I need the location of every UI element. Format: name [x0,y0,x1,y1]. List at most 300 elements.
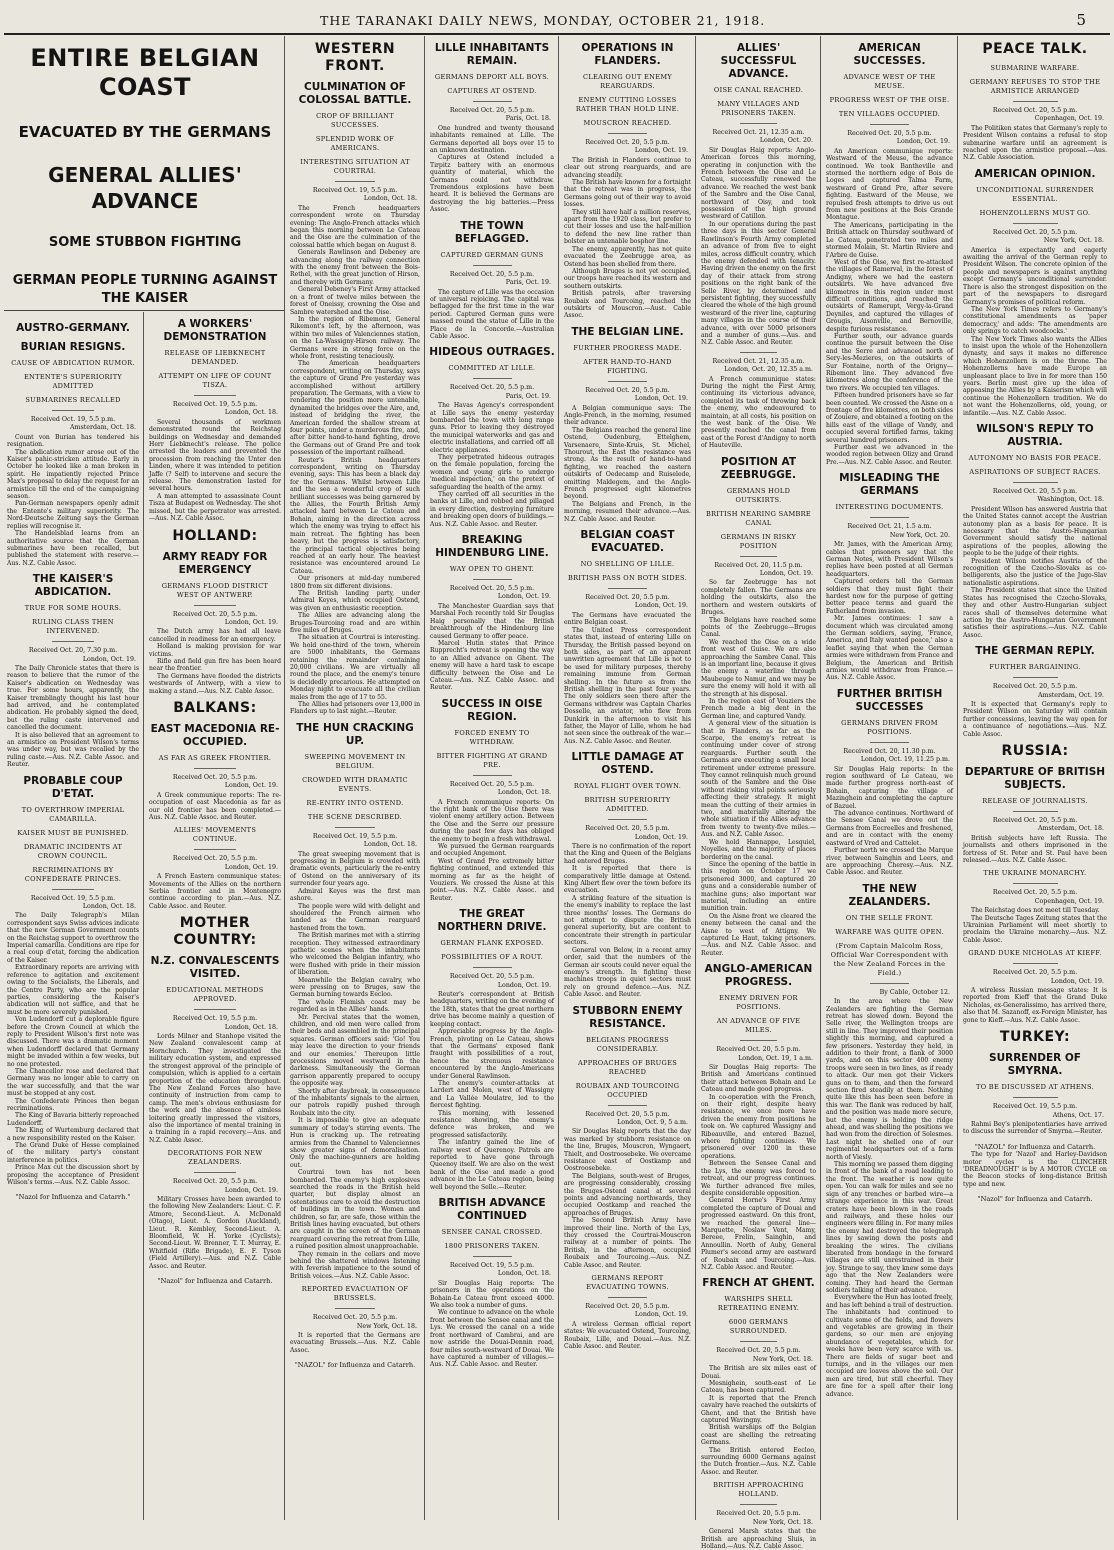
article-paragraph: Reuter's correspondent at British headquarters, writing on the evening of the 18th, states that the great northern drive has become mainly a question of keeping contact. [430,991,554,1028]
lead-headline: ENTIRE BELGIAN COAST [30,44,260,101]
place-dateline: London, Oct. 19. [634,1311,688,1319]
article-subhead: CROWDED WITH DRAMATIC EVENTS. [302,775,408,793]
place-dateline: New York, Oct. 18. [1043,237,1104,245]
received-dateline: Received Oct. 20, 5.5 p.m. [449,270,535,278]
received-dateline: Received Oct. 20, 5.5 p.m. [172,773,258,781]
article-subhead: WARFARE WAS QUITE OPEN. [835,927,944,936]
article-paragraph: The Germans have evacuated the entire Belgian coast. [564,611,691,627]
article-subhead: CLEARING OUT ENEMY REARGUARDS. [582,73,673,90]
rule-divider [608,588,648,589]
article-headline: THE BELGIAN LINE. [571,325,684,338]
article-subhead: OISE CANAL REACHED. [713,86,804,94]
article-paragraph: The Grand Duke of Hesse complained of the military party's constant interference in politics. [7,1142,139,1164]
article-body [564,612,691,745]
article-body [963,701,1107,738]
article-subhead: THE UKRAINE MONARCHY. [983,869,1087,878]
article-headline: AUSTRO-GERMANY. [16,322,130,334]
article-paragraph: President Wilson notifies Austria of the recognition of the Czecho-Slovaks as co-belligerents, also the justice of the Jugo-Slav nationalistic aspirations. [963,557,1107,587]
article-subhead: BITTER FIGHTING AT GRAND PRE. [436,751,548,769]
article-subhead: CROP OF BRILLIANT SUCCESSES. [316,112,394,129]
article-paragraph: The Second British Army have improved their line. North of the Lys, they crossed the Courtrai-Mouscron railway at a number of points. The British, in the afternoon, occupied Roubaix and Tourcoing.—Aus. N.Z. Cable Assoc. and Reuter. [564,1217,691,1269]
article-subhead: SWEEPING MOVEMENT IN BELGIUM. [304,752,406,770]
article-headline: THE HUN CRACKING UP. [296,721,414,747]
article-paragraph: It is reported that the French cavalry have reached the outskirts of Ghent, and that the British have captured Wavingny. [701,1394,816,1425]
place-dateline: New York, Oct. 18. [356,1322,417,1330]
received-dateline: Received Oct. 20, 5.5 p.m. [716,1046,801,1054]
rule-divider [194,768,235,769]
received-dateline: Received Oct. 20, 5.5 p.m. [716,1510,801,1518]
article-subhead: WAY OPEN TO GHENT. [449,565,535,574]
article-body [149,1033,281,1144]
received-dateline: Received Oct. 20, 5.5 p.m. [585,1303,670,1311]
place-dateline: London, Oct. 19, 1 a.m. [738,1054,813,1062]
received-dateline: Received Oct. 20, 11.30 p.m. [843,747,936,755]
article-body [826,148,953,466]
article-paragraph: A French Eastern communique states: Movements of the Allies on the northern Serbia frontier and in Montenegro continue according to plan.—Aus. N.Z. Cable Assoc. and Reuter. [149,873,281,910]
article-paragraph: Admiral Keyes was the first man ashore. [290,887,420,903]
article-subhead: HOHENZOLLERNS MUST GO. [979,208,1091,217]
article-paragraph: This morning, with lessened resistance showing, the enemy's defence was broken, and we progressed satisfactorily. [430,1109,554,1139]
article-paragraph: The Havas Agency's correspondent at Lille says the enemy yesterday bombarded the town with long range guns. Prior to leaving they destroyed the municipal waterworks and gas and electric installations, and carried off all electric appliances. [430,402,554,454]
article-paragraph: They remain in the cellars and move behind the shattered windows listening with feverish impatience to the sound of British voices.—Aus. N.Z. Cable Assoc. [290,1250,420,1280]
advert-line: "NAZOL" for Influenza and Catarrh. [294,1361,416,1370]
article-paragraph: A wireless German official report states: We evacuated Ostend, Tourcoing, Roubaix, Lille, and Douai.—Aus. N.Z. Cable Assoc. and Reuter. [564,1320,691,1351]
received-dateline: Received Oct. 20, 5.5 p.m. [449,780,535,788]
received-dateline: Received Oct. 20, 5.5 p.m. [585,594,670,602]
article-headline: LITTLE DAMAGE AT OSTEND. [571,751,684,777]
article-paragraph: The people were wild with delight and shouldered the French airmen who landed as the German rearguard hastened from the town. [290,902,420,932]
article-headline: AMERICAN OPINION. [974,167,1096,180]
received-dateline: Received Oct. 20, 5.5 p.m. [172,610,258,618]
article-paragraph: In the area where the New Zealanders are fighting the German retreat has slowed down. Beyond the Selle river, the Wellington troops are still in line. They improved their position slightly this morning, and captured a few prisoners. Yesterday they held, in addition to their front, a flank of 3000 yards, and on this sector 400 enemy troops were seen in two lines, as if ready to attack. Our men got their Vickers guns on to them, and then the forward section fired steadily at them. Nothing quite like this has been seen before in this war. The flank was reduced by half, and the position was made more secure, but the enemy is holding the ridge ahead, and was shelling the positions we had won from the direction of Solesmes. Last night he shelled one of our regimental headquarters out of a farm north of Viesly. [826,998,953,1161]
place-dateline: London, Oct. 19. [497,981,551,989]
article-paragraph: America is expectantly and eagerly awaiting the arrival of the German reply to President Wilson. The concrete opinion of the people and newspapers is against anything except Germany's unconditional surrender. There is also the strongest disposition on the part of the newspapers to disregard Germany's promises of political reform. [963,246,1107,306]
received-dateline: Received Oct. 21, 12.35 a.m. [712,357,805,365]
place-dateline: London, Oct. 19. [634,147,688,155]
article-paragraph: The Manchester Guardian says that Marshal Foch recently told Sir Douglas Haig personally that the British breakthrough of the Hindenburg line caused Germany to offer peace. [430,602,554,640]
article-paragraph: Prince Max cut the discussion short by proposing the acceptance of President Wilson's terms.—Aus. N.Z. Cable Assoc. [7,1164,139,1187]
article-headline: LILLE INHABITANTS REMAIN. [434,42,550,67]
article-paragraph: Several thousands of workmen demonstrated round the Reichstag buildings on Wednesday and demanded Herr Liebknecht's release. The police arrested the leaders and prevented the procession from reaching the Unter den Linden, where it was intended to petition Jaffe (? Self) to intervene and secure the release. The demonstration lasted for several hours. [149,418,281,493]
article-paragraph: The Belgians have reached some points of the Zeebrugge—Bruges Canal. [701,616,816,639]
article-paragraph: British subjects have left Russia. The journalists and others imprisoned in the fortress of St. Peter and St. Paul have been released.—Aus. N.Z. Cable Assoc. [963,834,1107,864]
article-paragraph: The President states that since the United States has recognised the Czecho-Slovaks, they and other Austro-Hungarian subject races shall of themselves determine what action by the Austro-Hungarian Government satisfies their aspirations.—Aus. N.Z. Cable Assoc. [963,587,1107,639]
article-paragraph: British patrols, after traversing Roubaix and Tourcoing, reached the outskirts of Mouscron.—Aust. Cable Assoc. [564,290,691,320]
article-subhead: GERMANY REFUSES TO STOP THE ARMISTICE ARRANGED [969,78,1101,95]
article-paragraph: The Deutsche Tages Zeitung states that the Ukrainian Parliament will meet shortly to proclaim the Ukraine monarchy.—Aus. N.Z. Cable Assoc. [963,914,1107,944]
article-subhead: MOUSCRON REACHED. [583,119,672,127]
received-dateline: Received Oct. 20, 5.5 p.m. [992,228,1078,236]
article-paragraph: The Americans, participating in the British attack on Thursday southward of Le Cateau, penetrated two miles and stormed Molain, St. Martin Riviere and l'Arbre de Guise. [826,221,953,259]
column-7 [823,36,956,1520]
place-dateline: London, Oct. 19. [759,570,813,578]
place-dateline: London, Oct. 19. [497,593,551,601]
article-body [430,603,554,692]
received-dateline: Received Oct. 20, 5.5 p.m. [992,107,1078,114]
article-headline: POSITION AT ZEEBRUGGE. [720,455,796,481]
article-subhead: SENSEE CANAL CROSSED. [441,1228,543,1237]
article-body [149,628,281,695]
rule-divider [740,1040,776,1041]
article-paragraph: Von Ludendorff cut a deplorable figure before the Crown Council at which the reply to President Wilson's first note was discussed. There was a dramatic moment when Ludendorff declared that Germany might be invaded within a few weeks, but no one protested. [7,1016,139,1068]
place-dateline: Athens, Oct. 17. [1052,1111,1104,1119]
article-paragraph: A striking feature of the situation is the enemy's inability to replace the last three months' losses. The Germans do not attempt to dispute the British general superiority, but are content to concentrate their strength in particular sectors. [564,894,691,947]
article-body [963,125,1107,162]
rule-divider [194,1009,235,1010]
article-paragraph: The Belgians and French, in the morning, resumed their advance.—Aus. N.Z. Cable Assoc. and Reuter. [564,500,691,523]
article-subhead: SUBMARINE WARFARE. [990,64,1080,72]
article-paragraph: Between the Sensee Canal and the Lys, the enemy was forced to retreat, and our progress continues. We further advanced five miles, despite considerable opposition. [701,1160,816,1197]
article-paragraph: One hundred and twenty thousand inhabitants remained at Lille. The Germans deported all boys over 15 to an unknown destination. [430,124,554,155]
received-dateline: Received Oct. 19, 5.5 p.m. [30,416,116,423]
article-paragraph: The British landing party, under Admiral Keyes, which occupied Ostend, was given an enthusiastic reception. [290,589,420,612]
place-dateline: London, Oct. 18. [363,195,417,203]
article-paragraph: A wireless Russian message states: It is reported from Kieff that the Grand Duke Nicholas, ex-Generalissimo, has arrived there, also that M. Sazanoff, ex-Foreign Minister, has gone to Kieff.—Aus. N.Z. Cable Assoc. [963,987,1107,1024]
article-paragraph: The whole Flemish coast may be regarded as in the Allies' hands. [290,998,420,1014]
article-subhead: RE-ENTRY INTO OSTEND. [306,798,404,807]
article-paragraph: The Chancellor rose and declared that Germany was no longer able to carry on the war successfully, and that the war must be stopped at any cost. [7,1067,139,1098]
article-body [701,1365,816,1476]
lead-story-headlines [4,44,286,308]
article-paragraph: The abdication rumor arose out of the Kaiser's pahic-stricken attitude. Early in October he looked like a man broken in spirit. He impatiently rejected Prince Max's proposal to delay the request for an armistice till the end of the campaigning season. [7,448,139,501]
article-paragraph: The Daily Telegraph's Milan correspondent says Swiss advices indicate that the new German Government counts on the Reichstag support to overthrow the Imperial camarilla. Conditions are ripe for a real coup d'etat, forcing the abdication of the Kaiser. [7,912,139,964]
article-paragraph: The Confederate Princes then began recriminations. [7,1097,139,1112]
article-headline: THE KAISER'S ABDICATION. [32,573,114,599]
article-headline: OPERATIONS IN FLANDERS. [581,42,674,67]
article-paragraph: The British in Flanders continue to clear out strong rearguards, and are advancing steadily. [564,156,691,179]
rule-divider [335,827,376,828]
article-paragraph: Mr. Percival states that the women, children, and old men were called from their beds and assembled in the principal squares. German officers said: 'Go! You may leave the direction to your friends and our enemies.' Thereupon little processions moved westward in the darkness. Simultaneously the German garrison apparently prepared to occupy the opposite way. [290,1013,420,1088]
place-dateline: London, Oct. 18. [497,789,551,797]
article-subhead: RELEASE OF LIEBKNECHT DEMANDED. [164,349,266,366]
received-dateline: Received Oct. 21, 12.35 a.m. [712,129,805,136]
article-subhead: BRITISH PASS ON BOTH SIDES. [568,574,687,583]
article-paragraph: On the Aisne front we cleared the enemy between the canal and the Aisne to west of Attigny. We captured Le Haut, taking prisoners.—Aus. and N.Z. Cable Assoc. and Reuter. [701,912,816,957]
place-dateline: London, Oct. 19. [224,863,278,871]
article-paragraph: It is reported that there is comparatively little damage at Ostend. King Albert flew over the town before its evacuation. [564,865,691,895]
article-subhead: ALLIES' MOVEMENTS CONTINUE. [173,826,257,844]
received-dateline: Received Oct. 20, 5.5 p.m. [847,130,932,137]
column-3 [287,36,423,1520]
place-dateline: New York, Oct. 18. [752,1518,813,1526]
article-paragraph: In the region of Ribemont, General Rikemont's left, by the afternoon, was within two miles of Valenciennes station, on the La-Wassigny-Hirson railway. The Germans were in strong force on the whole front, resisting tenaciously. [290,315,420,360]
article-paragraph: General von Below, in a recent army order, said that the numbers of the German air scouts could never equal the enemy's strength. In fighting these machines troops in quiet sectors must rely on ground defence.—Aus. N.Z. Cable Assoc. and Reuter. [564,946,691,999]
article-subhead: ATTEMPT ON LIFE OF COUNT TISZA. [158,372,272,389]
rule-divider [1013,883,1058,884]
rule-divider [740,352,776,353]
rule-divider [608,381,648,382]
article-headline: N.Z. CONVALESCENTS VISITED. [150,955,280,981]
article-paragraph: A French communique reports: On the right bank of the Oise there was violent enemy artillery action. Between the Oise and the Serre our pressure during the past few days has obliged the enemy to begin a fresh withdrawal. [430,798,554,843]
rule-divider [473,579,512,580]
article-paragraph: General Debeney's First Army attacked on a front of twelve miles between the forest of Oneissy, crowning the Oise and Sambre watershed and the Oise. [290,286,420,316]
article-subhead: BRITISH NEARING SAMBRE CANAL [705,509,812,527]
article-subhead: FORCED ENEMY TO WITHDRAW. [454,728,530,746]
article-subhead: KAISER MUST BE PUNISHED. [17,828,129,837]
article-body [963,1121,1107,1136]
rule-divider [1013,101,1058,102]
article-subhead: RULING CLASS THEN INTERVENED. [32,618,114,636]
received-dateline: Received Oct. 20, 5.5 p.m. [585,386,670,394]
place-dateline: Copenhagen, Oct. 19. [1034,897,1104,905]
article-subhead: CAUSE OF ABDICATION RUMOR. [11,359,135,367]
place-dateline: London, Oct. 19. [224,618,278,626]
article-headline: HOLLAND: [172,527,258,544]
article-body [564,843,691,999]
article-headline: BRITISH ADVANCE CONTINUED [438,1197,546,1223]
rule-divider [608,1105,648,1106]
article-headline: THE GERMAN REPLY. [975,645,1095,658]
article-paragraph: Mr. James, with the American Army, cables that prisoners say that the German Notes, with President Wilson's replies have been posted at all German headquarters. [826,541,953,578]
column-rule [424,36,425,1520]
received-dateline: Received Oct. 20, 5.5 p.m. [992,889,1078,897]
masthead [0,0,1114,32]
lead-deck: EVACUATED BY THE GERMANS [18,123,272,141]
rule-divider [194,395,235,396]
rule-divider [473,775,512,776]
article-paragraph: It is impossible to give an adequate summary of today's stirring events. The Hun is cracking up. The retreating armies from the Channel to Valenciennes show greater signs of demoralisation. Only the machine-gunners are holding out. [290,1117,420,1169]
article-headline: BELGIAN COAST EVACUATED. [580,529,675,555]
place-dateline: London, Oct. 18. [497,1270,551,1278]
article-headline: ARMY READY FOR EMERGENCY [162,550,268,576]
article-headline: ANGLO-AMERICAN PROGRESS. [704,963,813,989]
article-subhead: 6000 GERMANS SURROUNDED. [728,1318,789,1336]
article-paragraph: Everywhere the Hun has looted freely, and has left behind a trail of destruction. The inhabitants had continued to cultivate some of the fields, and flowers and vegetables are growing in their gardens, so our men are enjoying abundance of vegetables, which for weeks have been very scarce with us. There are fields of sugar beet and turnips, and in the villages our men occupied are loaves above the soil. Our men are tired, but still cheerful. They are fine for a spell after their long advance. [826,1294,953,1398]
article-paragraph: British warships off the Belgian coast are shelling the retreating Germans. [701,1424,816,1447]
place-dateline: Paris, Oct. 19. [505,279,551,287]
rule-divider [194,1172,235,1173]
article-body [430,402,554,528]
article-subhead: GERMANS FLOOD DISTRICT WEST OF ANTWERP. [161,581,269,599]
article-paragraph: The British marines met with a stirring reception. They witnessed extraordinary pathetic scenes when the inhabitants who welcomed the Belgian infantry, who were flushed with pride in their mission of liberation. [290,932,420,977]
article-subhead: TO OVERTHROW IMPERIAL CAMARILLA. [21,805,125,823]
article-paragraph: In our operations during the past three days in this sector General Rawlinson's Fourth Army completed an advance of from five to eight miles, across difficult country, which the enemy defended with tenacity. Having driven the enemy on the first day of their attack from strong positions on the right bank of the Selle River, by determined and persistent fighting, they successfully cleared the whole of the high ground westward of the river line, capturing many villages in the course of their advance, with over 5000 prisoners and a number of guns.—Aus. and N.Z. Cable Assoc. and Reuter. [701,220,816,347]
place-dateline: London, Oct. 19, 11.25 p.m. [860,756,950,764]
article-paragraph: Captures at Ostend included a Tirpitz battery with an enormous quantity of material, which the Germans could not withdraw. Tremendous explosions have been heard. It is believed the Germans are destroying the big batteries.—Press Assoc. [430,154,554,214]
received-dateline: Received Oct. 20, 5.5 p.m. [585,1110,670,1118]
article-subhead: ENEMY DRIVEN FOR POSITIONS. [719,994,798,1012]
article-headline: MISLEADING THE GERMANS [839,472,940,498]
article-paragraph: Holland is making provision for war victims. [149,643,281,658]
article-subhead: RELEASE OF JOURNALISTS. [982,796,1088,805]
received-dateline: Received Oct. 20, 5.5 p.m. [992,816,1078,824]
place-dateline: Paris, Oct. 19. [505,392,551,400]
article-paragraph: President Wilson has answered Austria that the United States cannot accept the Austrian autonomy plan as a basis for peace. It is necessary that the Austro-Hungarian Government should satisfy the national aspirations of the peoples, allowing the people to be the judge of their rights. [963,505,1107,558]
article-subhead: INTERESTING SITUATION AT COURTRAI. [300,158,410,175]
article-paragraph: Lords Milner and Stanhope visited the New Zealand convalescent camp at Hornchurch. They investigated the military education system, and expressed the strongest approval of the principle of compulsion, which is applied to a certain proportion of the education throughout. The New Zealand Forces also have continuity of instruction from camp to camp. The men's obvious enthusiasm for the work and the absence of aimless loitering greatly impressed the visitors, also the importance of mental training in a training in a rapid recovery.—Aus. and N.Z. Cable Assoc. [149,1033,281,1144]
article-subhead: 1800 PRISONERS TAKEN. [444,1242,540,1251]
article-subhead: INTERESTING DOCUMENTS. [835,503,944,512]
masthead-rule [4,33,1110,35]
article-body [564,157,691,320]
article-paragraph: The capture of Lille was the occasion of universal rejoicing. The capital was beflagged for the first time in the war period. Captured German guns were massed round the statue of Lille in the Place de la Concorde.—Australian Cable Assoc. [430,288,554,340]
article-paragraph: Extraordinary reports are arriving with reference to agitation and excitement owing to the Socialists, the Liberals, and the Centre Party, who are the popular parties, considering the Kaiser's abdication will not suffice, and that he must be more severely punished. [7,964,139,1016]
article-paragraph: The great sweeping movement that is progressing in Belgium is crowded with dramatic events, particularly the re-entry of Ostend on the anniversary of its surrender four years ago. [290,850,420,888]
article-body [290,1332,420,1354]
article-headline: HIDEOUS OUTRAGES. [429,346,555,359]
article-subhead: THE SCENE DESCRIBED. [307,812,403,821]
article-paragraph: Marcel Hutin states that Prince Rupprecht's retreat is opening the way to an Allied advance on Ghent. The enemy will have a hard task to escape difficulty between the Oise and Le Cateau.—Aus. N.Z. Cable Assoc. and Reuter. [430,639,554,692]
received-dateline: Received Oct. 19, 5.5 p.m. [312,187,398,194]
article-paragraph: Military Crosses have been awarded to the following New Zealanders: Lieut. C. F. Atmore, Second-Lieut. A. McDonald (Otago), Lieut. A. Gordon (Auckland), Lieut. R. Kembley, Second-Lieut. A. Bloomfield, W. H. Yorke (Cyclists); Second-Lieut. W. Brenner, T. T. Murray, E. Whitfield (Rifle Brigade), E. F. Tyson (Field Artillery).—Aus. and N.Z. Cable Assoc. and Reuter. [149,1195,281,1270]
article-paragraph: An American communique reports: Westward of the Meuse, the advance continued. We took Bantheville and stormed the northern edge of Bois de Loges and captured Talma Farm, westward of Grand Pre, after severe fighting. Eastward of the Meuse, we repulsed fresh attempts to drive us out from new positions at the Bois Grande Montague. [826,147,953,222]
article-paragraph: Sir Douglas Haig reports that the day was marked by stubborn resistance on the line, Bruges, Mouscron, Wyngaert, Thielt, and Oostroosebeke. We overcame resistance east of Oostkamp and Oostroosebeke. [564,1128,691,1173]
received-dateline: Received Oct. 19, 5.5 p.m. [172,401,258,408]
article-paragraph: Mesnighein, south-east of Le Cateau, has been captured. [701,1380,816,1395]
article-subhead: AS FAR AS GREEK FRONTIER. [158,753,272,762]
lead-deck: GENERAL ALLIES' ADVANCE [48,163,242,213]
article-paragraph: It is reported that the Germans are evacuating Brussels.—Aus. N.Z. Cable Assoc. [290,1332,420,1354]
received-dateline: Received Oct. 19, 5.5 p.m. [312,832,398,840]
article-paragraph: The King of Wurtemburg declared that a new responsibility rested on the Kaiser. [7,1127,139,1142]
article-headline: DEPARTURE OF BRITISH SUBJECTS. [964,765,1106,791]
article-subhead: SPLENDID WORK OF AMERICANS. [315,135,395,152]
article-subhead: TEN VILLAGES OCCUPIED. [838,110,941,118]
column-rule [695,36,696,1520]
article-body [826,998,953,1398]
article-headline: THE NEW ZEALANDERS. [848,882,931,908]
article-body [7,434,139,567]
article-headline: FURTHER BRITISH SUCCESSES [836,687,943,713]
article-paragraph: The United Press correspondent states that, instead of entering Lille on Thursday, the British passed beyond on both sides, as part of an apparent unwritten agreement that Lille is not to be used for military purposes, thereby remaining immune from German shelling. In the future as from the British shelling in the past four years. The only soldiers seen there after the Germans withdrew was Captain Charles Dosselle, an aviator, who flew from Dunkirk in the afternoon to visit his father, the Mayor of Lille, whom he had not seen since the outbreak of the war.—Aus. N.Z. Cable Assoc. and Reuter. [564,626,691,745]
article-body [564,1128,691,1269]
rule-divider [1013,963,1058,964]
received-dateline: Received Oct. 20, 5.5 p.m. [716,1347,801,1355]
article-paragraph: A Belgian communique says: The Anglo-French, in the morning, resumed their advance. [564,404,691,427]
article-body [290,851,420,1281]
rule-divider [608,133,648,134]
place-dateline: London, Oct. 18. [82,903,136,911]
article-headline: ALLIES' SUCCESSFUL ADVANCE. [720,42,797,80]
article-paragraph: Pan-German newspapers openly admit the Entente's military superiority. The Nord-Deutsche Zeitung says the German replies will recognise it. [7,500,139,530]
article-paragraph: Shortly after daybreak, in consequence of the inhabitants' signals to the airmen, our patrols rapidly pushed through Roubaix into the city. [290,1087,420,1117]
rule-divider [473,101,512,102]
article-body [7,665,139,769]
article-subhead: CAPTURED GERMAN GUNS [440,250,544,259]
place-dateline: London, Oct. 19. [896,138,950,146]
article-paragraph: Further north we crossed the Marque river, between Sainghin and Leers, and are approaching Cheresy.—Aus. N.Z. Cable Assoc. and Reuter. [826,847,953,877]
article-body [564,405,691,524]
article-headline: STUBBORN ENEMY RESISTANCE. [572,1004,683,1030]
place-dateline: By Cable, October 12. [879,988,950,996]
rule-divider [608,819,648,820]
article-paragraph: The advance continues. Northward of the Sensee Canal we drove out the Germans from Eecreelles and freshened, and are in contact with the enemy eastward of Vred and Cattelet. [826,810,953,847]
article-paragraph: The Allies had prisoners over 13,000 in Flanders up to last night.—Reuter. [290,701,420,716]
place-dateline: New York, Oct. 18. [752,1355,813,1363]
article-paragraph: Meanwhile the Belgian cavalry, who were pressing on to Bruges, saw the German burning towards Eecloo. [290,976,420,999]
article-paragraph: The enemy's counter-attacks at Lardert and Molen, west of Wassigny and La Vallée Moulatre, led to the fiercest fighting. [430,1079,554,1110]
article-subhead: DRAMATIC INCIDENTS AT CROWN COUNCIL. [23,842,123,860]
article-paragraph: The New York Times also wants the Allies to insist upon the whole of the Hohenzollern dynasty, and says it makes no difference which Hohenzollern is on the throne. The Hohenzollerns have made Europe an unpleasant place to live in for more than 150 years. Berlin must give up the idea of appeasing the Allies by a Kaiserism which will continue the Hohenzollern tradition. We do not want the Hohenzollerns, old, young, or infantile.—Aus. N.Z. Cable Assoc. [963,335,1107,417]
article-paragraph: West of the Oise, we first re-attacked the villages of Ramerval, in the forest of Andigny, where we had the eastern outskirts. We have advanced five kilometres in this region under most difficult conditions, and reached the outskirts of Ramerupt, Vergy-la-Grand Deyniles, and captured the villages of Grougis, Aisonville, and Bernoville, despite furious resistance. [826,258,953,333]
rule-divider [1013,1097,1058,1098]
article-subhead: BELGIANS PROGRESS CONSIDERABLY. [586,1035,669,1053]
article-subhead: AN ADVANCE OF FIVE MILES. [716,1017,801,1035]
advert-line: "Nazol for Influenza and Catarrh." [15,1193,131,1202]
article-headline: SUCCESS IN OISE REGION. [441,697,543,723]
received-dateline: Received Oct. 20, 11.5 p.m. [714,561,803,569]
place-dateline: London, Oct. 20, 12.35 a.m. [724,366,813,374]
article-subhead: UNCONDITIONAL SURRENDER ESSENTIAL. [976,185,1094,203]
article-subhead: CAPTURES AT OSTEND. [447,87,537,95]
article-paragraph: The British entered Eecloo, surrounding 6000 Germans against the Dutch frontier.—Aus. N.Z. Cable Assoc. and Reuter. [701,1446,816,1476]
article-paragraph: Reuter's British headquarters correspondent, writing on Thursday evening, says: This has been a black day for the Germans. Whilst between Lille and the sea a wonderful crop of such brilliant successes was being garnered by the Allies, the Fourth British Army attacked hard between Le Cateau and Bohain, aiming in the direction across which the enemy was trying to effect his main retreat. The fighting has been heavy, but the progress is satisfactory, the principal tactical objectives being reached at an early hour. The heaviest resistance was encountered around Le Cateau. [290,456,420,575]
article-paragraph: Courtrai town has not been bombarded. The enemy's high explosives searched the roads in the British held quarter, but display almost an ostentatious care to avoid the destruction of buildings in the town. Women and children, so far, are safe, those within the British lines having evacuated, but others are caught in the screen of the German rearguard covering the retreat from Lille, a ruined position almost unapproachable. [290,1169,420,1251]
article-body [701,147,816,347]
place-dateline: Copenhagen, Oct. 19. [1034,115,1104,123]
article-subhead: GRAND DUKE NICHOLAS AT KIEFF. [968,949,1102,958]
article-paragraph: West of Grand Pre extremely bitter fighting continued, and extended this morning as far as the height of Vouziers. We crossed the Aisne at this point.—Aus. N.Z. Cable Assoc. and Reuter. [430,857,554,902]
received-dateline: Received Oct. 20, 5.5 p.m. [172,1178,258,1186]
article-headline: TURKEY: [999,1029,1071,1046]
rule-divider [52,641,93,642]
article-subhead: FURTHER PROGRESS MADE. [573,343,682,352]
place-dateline: Amsterdam, Oct. 19. [1037,691,1104,699]
place-dateline: Paris, Oct. 18. [505,115,551,123]
article-paragraph: The Dutch army has had all leave cancelled in readiness for an emergency. [149,628,281,643]
article-paragraph: The Allies are advancing along the Bruges-Tourcoing road and are within five miles of Bruges. [290,612,420,634]
article-subhead: AFTER HAND-TO-HAND FIGHTING. [583,357,672,375]
article-subhead: PROGRESS WEST OF THE OISE. [829,96,950,104]
article-body [430,799,554,903]
place-dateline: London, Oct. 18. [363,841,417,849]
article-subhead: ASPIRATIONS OF SUBJECT RACES. [969,468,1101,476]
place-dateline: London, Oct. 19. [634,395,688,403]
rule-divider [473,1256,512,1257]
article-headline: THE GREAT NORTHERN DRIVE. [437,908,547,934]
article-paragraph: The New York Times refers to Germany's constitutional amendments as 'paper democracy,' and adds: 'The amendments are only springs to catch woodcocks.' [963,305,1107,336]
article-paragraph: They still have half a million reserves, apart from the 1920 class, but prefer to cut their losses and use the half-million to defend the new line rather than bolster an untenable bosphor line. [564,208,691,246]
place-dateline: Amsterdam, Oct. 18. [1037,825,1104,833]
article-headline: WESTERN FRONT. [314,41,396,74]
column-rule [820,36,821,1520]
rule-divider [740,123,776,124]
rule-divider [52,410,93,411]
article-paragraph: It is expected that Germany's reply to President Wilson on Saturday will contain further concessions, leaving the way open for a continuance of negotiations.—Aus. N.Z. Cable Assoc. [963,700,1107,738]
received-dateline: Received Oct. 19, 5.5 p.m. [30,894,116,902]
article-paragraph: Rifle and field gun fire has been heard near the frontier. [149,657,281,673]
article-headline: RUSSIA: [1001,742,1069,759]
article-paragraph: The enemy, apparently, has not quite evacuated the Zeebrugge area, as Ostend has been shelled from there. [564,245,691,268]
place-dateline: London, Oct. 20. [759,137,813,145]
article-body [149,1196,281,1270]
column-6 [698,36,819,1550]
rule-divider [335,1308,376,1309]
article-body [7,912,139,1186]
article-headline: AMERICAN SUCCESSES. [853,42,926,67]
article-paragraph: Our prisoners at mid-day numbered 1800 from six different divisions. [290,575,420,590]
article-subhead: ROUBAIX AND TOURCOING OCCUPIED [575,1081,680,1099]
rule-divider [1013,677,1058,678]
article-subhead: FURTHER BARGAINING. [989,663,1081,672]
place-dateline: London, Oct. 18. [224,1023,278,1031]
article-paragraph: The infantry gained the line of railway west of Querenoy. Patrols are reported to have gone through Queenoy itself. We are also on the west bank of the Oise and made a good advance in the Le Cateau region, being well beyond the Selle.—Reuter. [430,1139,554,1191]
article-subhead: TO BE DISCUSSED AT ATHENS. [976,1083,1094,1092]
received-dateline: Received Oct. 20, 7.30 p.m. [28,647,118,655]
received-dateline: Received Oct. 20, 5.5 p.m. [172,855,258,863]
rule-divider [194,849,235,850]
place-dateline: London, Oct. 19. [1050,977,1104,985]
article-body [149,419,281,523]
article-subhead: ROYAL FLIGHT OVER TOWN. [573,782,682,791]
received-dateline: Received Oct. 19, 5.5 p.m. [992,1103,1078,1111]
received-dateline: Received Oct. 20, 5.5 p.m. [992,969,1078,977]
article-paragraph: Since the opening of the battle in this region on October 17 we prisonered 3000, and captured 20 guns and a considerable number of machine guns; also important war material, including an entire munition train. [701,860,816,913]
rule-divider [740,1504,776,1505]
article-body [430,991,554,1191]
rule-divider [870,124,910,125]
article-paragraph: General Marsh states that the British are approaching Sluis, in Holland.—Aus. N.Z. Cable Assoc. [701,1528,816,1550]
